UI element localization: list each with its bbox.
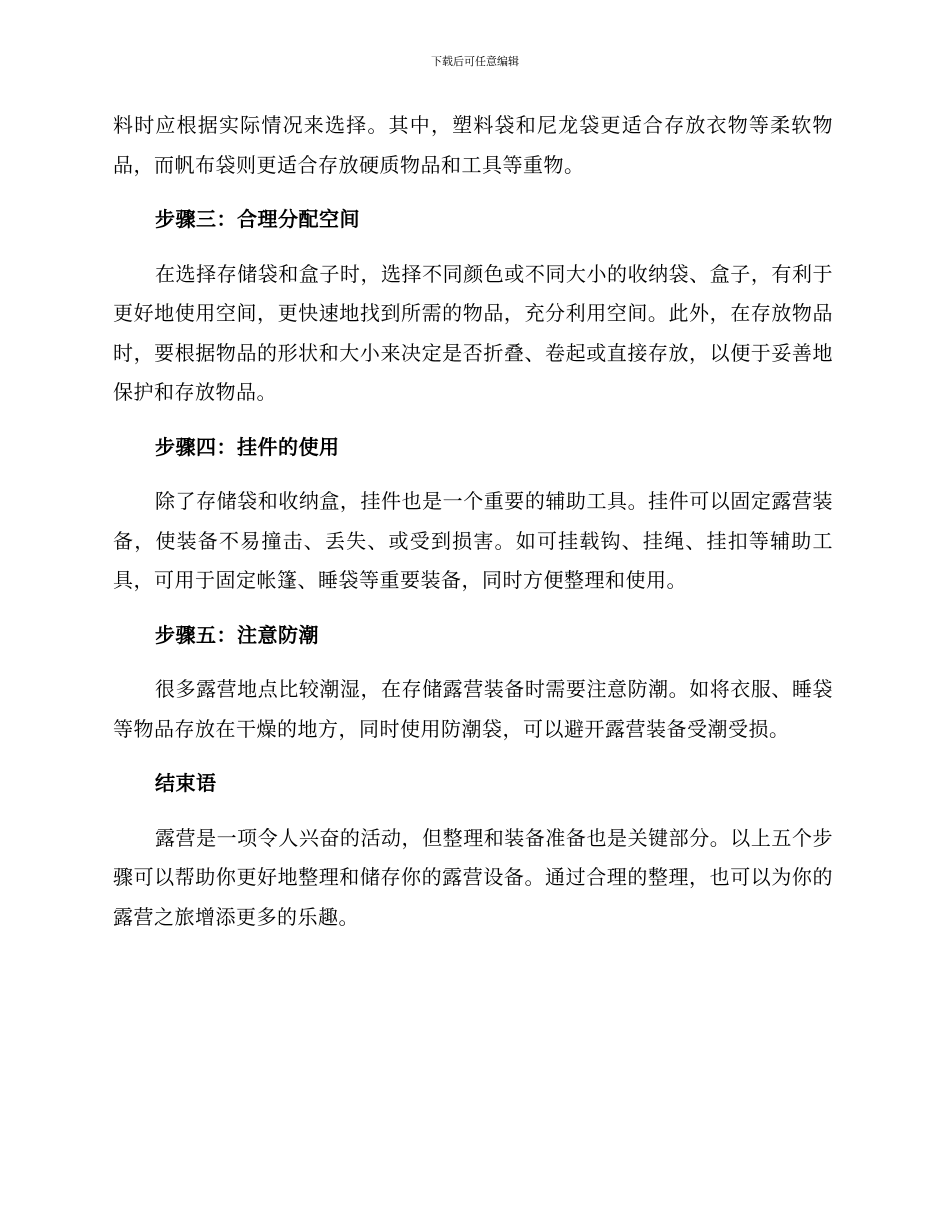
- document-body: [113, 106, 833, 952]
- section-heading-step3: 步骤三：合理分配空间: [155, 207, 360, 231]
- paragraph-conclusion: 露营是一项令人兴奋的活动，但整理和装备准备也是关键部分。以上五个步骤可以帮助你更好地整理和储存你的露营设备。通过合理的整理，也可以为你的露营之旅增添更多的乐趣。: [113, 825, 833, 929]
- paragraph-step4: 除了存储袋和收纳盒，挂件也是一个重要的辅助工具。挂件可以固定露营装备，使装备不易撞击、丢失、或受到损害。如可挂载钩、挂绳、挂扣等辅助工具，可用于固定帐篷、睡袋等重要装备，同时方便整理和使用。: [113, 489, 833, 592]
- section-heading-step5: 步骤五：注意防潮: [155, 622, 319, 647]
- section-heading-step4: 步骤四：挂件的使用: [155, 434, 340, 459]
- section-heading-conclusion: 结束语: [155, 771, 217, 795]
- paragraph-material-choice: 料时应根据实际情况来选择。其中，塑料袋和尼龙袋更适合存放衣物等柔软物品，而帆布袋则更适合存放硬质物品和工具等重物。: [113, 113, 833, 177]
- paragraph-step3: 在选择存储袋和盒子时，选择不同颜色或不同大小的收纳袋、盒子，有利于更好地使用空间，更快速地找到所需的物品，充分利用空间。此外，在存放物品时，要根据物品的形状和大小来决定是否折叠、卷起或直接存放，以便于妥善地保护和存放物品。: [113, 261, 833, 404]
- paragraph-step5: 很多露营地点比较潮湿，在存储露营装备时需要注意防潮。如将衣服、睡袋等物品存放在干燥的地方，同时使用防潮袋，可以避开露营装备受潮受损。: [113, 677, 833, 741]
- page-header: 下载后可任意编辑: [431, 55, 519, 68]
